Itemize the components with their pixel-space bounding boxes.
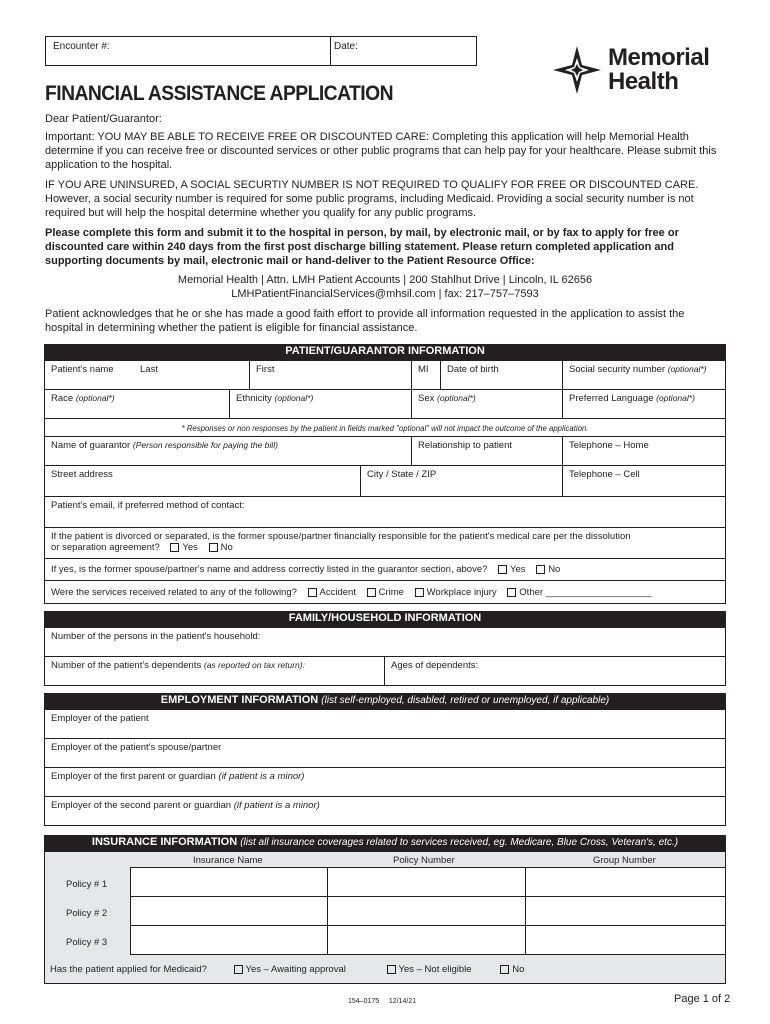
ssn-label: Social security number	[569, 364, 666, 375]
divorced-yes-label: Yes	[182, 542, 198, 553]
other-checkbox[interactable]	[507, 588, 516, 597]
dependents-label: Number of the patient's dependents	[51, 660, 202, 671]
race-field[interactable]	[44, 389, 230, 419]
policy-3-insurance-name[interactable]	[130, 925, 328, 955]
policy-1-policy-number[interactable]	[327, 867, 526, 897]
former-spouse-question-row	[44, 558, 726, 581]
insurance-heading-note: (list all insurance coverages related to services received, eg. Medicare, Blue Cross, Veteran's, etc.)	[240, 837, 679, 848]
patient-mi-field[interactable]	[411, 360, 441, 390]
policy-2-policy-number[interactable]	[327, 896, 526, 926]
optional-footnote: * Responses or non responses by the patient in fields marked "optional" will not impact the outcome of the application.	[181, 424, 589, 433]
dependents-note: (as reported on tax return):	[203, 660, 305, 670]
guarantor-label: Name of guarantor	[51, 440, 131, 451]
household-persons-field[interactable]	[44, 627, 726, 657]
col-group-number: Group Number	[593, 855, 656, 866]
star-logo-icon	[551, 44, 603, 96]
encounter-field[interactable]	[45, 36, 331, 66]
other-label: Other ____________________	[519, 587, 652, 598]
accident-label: Accident	[319, 587, 356, 598]
employer-spouse-label: Employer of the patient's spouse/partner	[51, 742, 222, 753]
telephone-cell-field[interactable]	[562, 465, 726, 497]
date-label: Date:	[334, 41, 358, 52]
dob-field[interactable]	[440, 360, 563, 390]
medicaid-no-checkbox[interactable]	[500, 965, 509, 974]
employer-patient-label: Employer of the patient	[51, 713, 149, 724]
accident-checkbox[interactable]	[308, 588, 317, 597]
patient-name-label: Patient's name	[51, 364, 114, 375]
form-code: 154–0175 12/14/21	[348, 998, 417, 1005]
telephone-home-field[interactable]	[562, 436, 726, 466]
policy-1-insurance-name[interactable]	[130, 867, 328, 897]
policy-2-label: Policy # 2	[66, 908, 108, 919]
employer-parent1-note: (if patient is a minor)	[218, 771, 305, 782]
former-spouse-question: If yes, is the former spouse/partner's name and address correctly listed in the guarantor section, above?	[51, 564, 488, 575]
language-field[interactable]	[562, 389, 726, 419]
policy-3-group-number[interactable]	[525, 925, 726, 955]
page-number: Page 1 of 2	[674, 993, 731, 1005]
mi-label: MI	[418, 364, 429, 375]
policy-2-insurance-name[interactable]	[130, 896, 328, 926]
col-policy-number: Policy Number	[393, 855, 455, 866]
divorced-no-label: No	[220, 542, 233, 553]
policy-3-policy-number[interactable]	[327, 925, 526, 955]
sex-field[interactable]	[411, 389, 563, 419]
former-yes-checkbox[interactable]	[498, 565, 507, 574]
email-fax-line: LMHPatientFinancialServices@mhsil.com | fax: 217–757–7593	[231, 288, 539, 300]
employment-heading-note: (list self-employed, disabled, retired or unemployed, if applicable)	[321, 695, 610, 706]
medicaid-awaiting-checkbox[interactable]	[234, 965, 243, 974]
patient-email-label: Patient's email, if preferred method of contact:	[51, 500, 245, 511]
acknowledgement: Patient acknowledges that he or she has made a good faith effort to provide all information requested in the application to assist the hospital in determining whether the patient is eligible for financial assistance.	[45, 308, 685, 334]
medicaid-not-eligible-checkbox[interactable]	[387, 965, 396, 974]
patient-section-header: PATIENT/GUARANTOR INFORMATION	[44, 344, 726, 360]
guarantor-note: (Person responsible for paying the bill)	[132, 440, 278, 450]
patient-last-name-field[interactable]	[44, 360, 250, 390]
dependents-field[interactable]	[44, 656, 385, 686]
medicaid-no-label: No	[512, 964, 525, 975]
ethnicity-optional: (optional*)	[274, 393, 314, 403]
encounter-label: Encounter #:	[53, 41, 110, 52]
telephone-home-label: Telephone – Home	[569, 440, 649, 451]
last-label: Last	[140, 364, 158, 375]
first-label: First	[256, 364, 275, 375]
medicaid-question-row	[50, 964, 524, 975]
optional-footnote-row	[44, 418, 726, 437]
employer-parent2-label: Employer of the second parent or guardian	[51, 800, 232, 811]
divorced-no-checkbox[interactable]	[209, 543, 218, 552]
date-field[interactable]	[330, 36, 477, 66]
services-question-row	[44, 580, 726, 604]
ssn-optional: (optional*)	[667, 364, 707, 374]
ssn-field[interactable]	[562, 360, 726, 390]
former-yes-label: Yes	[510, 564, 526, 575]
policy-1-group-number[interactable]	[525, 867, 726, 897]
sex-label: Sex	[418, 393, 435, 404]
employer-parent2-note: (if patient is a minor)	[233, 800, 320, 811]
col-insurance-name: Insurance Name	[193, 855, 263, 866]
logo-text-health: Health	[608, 68, 679, 95]
intro-uninsured: IF YOU ARE UNINSURED, A SOCIAL SECURTIY NUMBER IS NOT REQUIRED TO QUALIFY FOR FREE OR DISCOUNTED CARE. However, a social security number is required for some public programs, including Medicaid. Providing a social security number is not required but will help the hospital determine whether you qualify for any public programs.	[45, 179, 699, 219]
dob-label: Date of birth	[447, 364, 499, 375]
street-address-label: Street address	[51, 469, 113, 480]
telephone-cell-label: Telephone – Cell	[569, 469, 640, 480]
employer-parent1-field[interactable]	[44, 767, 726, 797]
employer-patient-field[interactable]	[44, 709, 726, 739]
memorial-health-logo	[551, 44, 731, 96]
divorced-yes-checkbox[interactable]	[170, 543, 179, 552]
dependents-ages-label: Ages of dependents:	[391, 660, 479, 671]
crime-checkbox[interactable]	[367, 588, 376, 597]
ethnicity-label: Ethnicity	[236, 393, 272, 404]
guarantor-name-field[interactable]	[44, 436, 412, 466]
household-persons-label: Number of the persons in the patient's household:	[51, 631, 261, 642]
policy-3-label: Policy # 3	[66, 937, 108, 948]
insurance-heading: INSURANCE INFORMATION	[91, 836, 238, 848]
intro-submit: Please complete this form and submit it to the hospital in person, by mail, by electronic mail, or by fax to apply for free or discounted care within 240 days from the first post discharge billing statement. Please return completed application and supporting documents by mail, electronic mail or hand-deliver to the Patient Resource Office:	[45, 227, 679, 267]
patient-first-name-field[interactable]	[249, 360, 412, 390]
insurance-section-header	[44, 835, 726, 851]
divorced-question-line2: or separation agreement?	[51, 542, 160, 553]
employer-spouse-field[interactable]	[44, 738, 726, 768]
street-address-field[interactable]	[44, 465, 361, 497]
employer-parent2-field[interactable]	[44, 796, 726, 826]
services-question: Were the services received related to any of the following?	[51, 587, 297, 598]
intro-important: Important: YOU MAY BE ABLE TO RECEIVE FREE OR DISCOUNTED CARE: Completing this application will help Memorial Health determine if you can receive free or discounted services or other public programs that can help pay for your healthcare. Please submit this application to the hospital.	[45, 131, 717, 171]
employer-parent1-label: Employer of the first parent or guardian	[51, 771, 216, 782]
sex-optional: (optional*)	[437, 393, 476, 403]
employment-heading: EMPLOYMENT INFORMATION	[160, 694, 319, 706]
city-state-zip-label: City / State / ZIP	[367, 469, 437, 480]
patient-email-field[interactable]	[44, 496, 726, 528]
city-state-zip-field[interactable]	[360, 465, 563, 497]
medicaid-question: Has the patient applied for Medicaid?	[50, 964, 207, 975]
divorced-question-row	[44, 527, 726, 559]
language-optional: (optional*)	[656, 393, 695, 403]
dependents-ages-field[interactable]	[384, 656, 726, 686]
former-no-checkbox[interactable]	[536, 565, 545, 574]
race-label: Race	[51, 393, 74, 404]
workplace-checkbox[interactable]	[415, 588, 424, 597]
greeting: Dear Patient/Guarantor:	[45, 113, 162, 125]
former-no-label: No	[548, 564, 561, 575]
logo-text-memorial: Memorial	[608, 44, 710, 71]
medicaid-not-eligible-label: Yes – Not eligible	[398, 964, 472, 975]
page-title: FINANCIAL ASSISTANCE APPLICATION	[45, 82, 394, 105]
relationship-field[interactable]	[411, 436, 563, 466]
crime-label: Crime	[378, 587, 404, 598]
policy-1-label: Policy # 1	[66, 879, 108, 890]
family-section-header: FAMILY/HOUSEHOLD INFORMATION	[44, 611, 726, 627]
policy-2-group-number[interactable]	[525, 896, 726, 926]
medicaid-awaiting-label: Yes – Awaiting approval	[245, 964, 346, 975]
language-label: Preferred Language	[569, 393, 654, 404]
relationship-label: Relationship to patient	[418, 440, 513, 451]
divorced-question-line1: If the patient is divorced or separated, is the former spouse/partner financially responsible for the patient's medical care per the dissolution	[51, 531, 631, 542]
workplace-label: Workplace injury	[426, 587, 497, 598]
ethnicity-field[interactable]	[229, 389, 412, 419]
employment-section-header	[44, 693, 726, 709]
address-line: Memorial Health | Attn. LMH Patient Accounts | 200 Stahlhut Drive | Lincoln, IL 62656	[177, 274, 593, 286]
race-optional: (optional*)	[75, 393, 115, 403]
